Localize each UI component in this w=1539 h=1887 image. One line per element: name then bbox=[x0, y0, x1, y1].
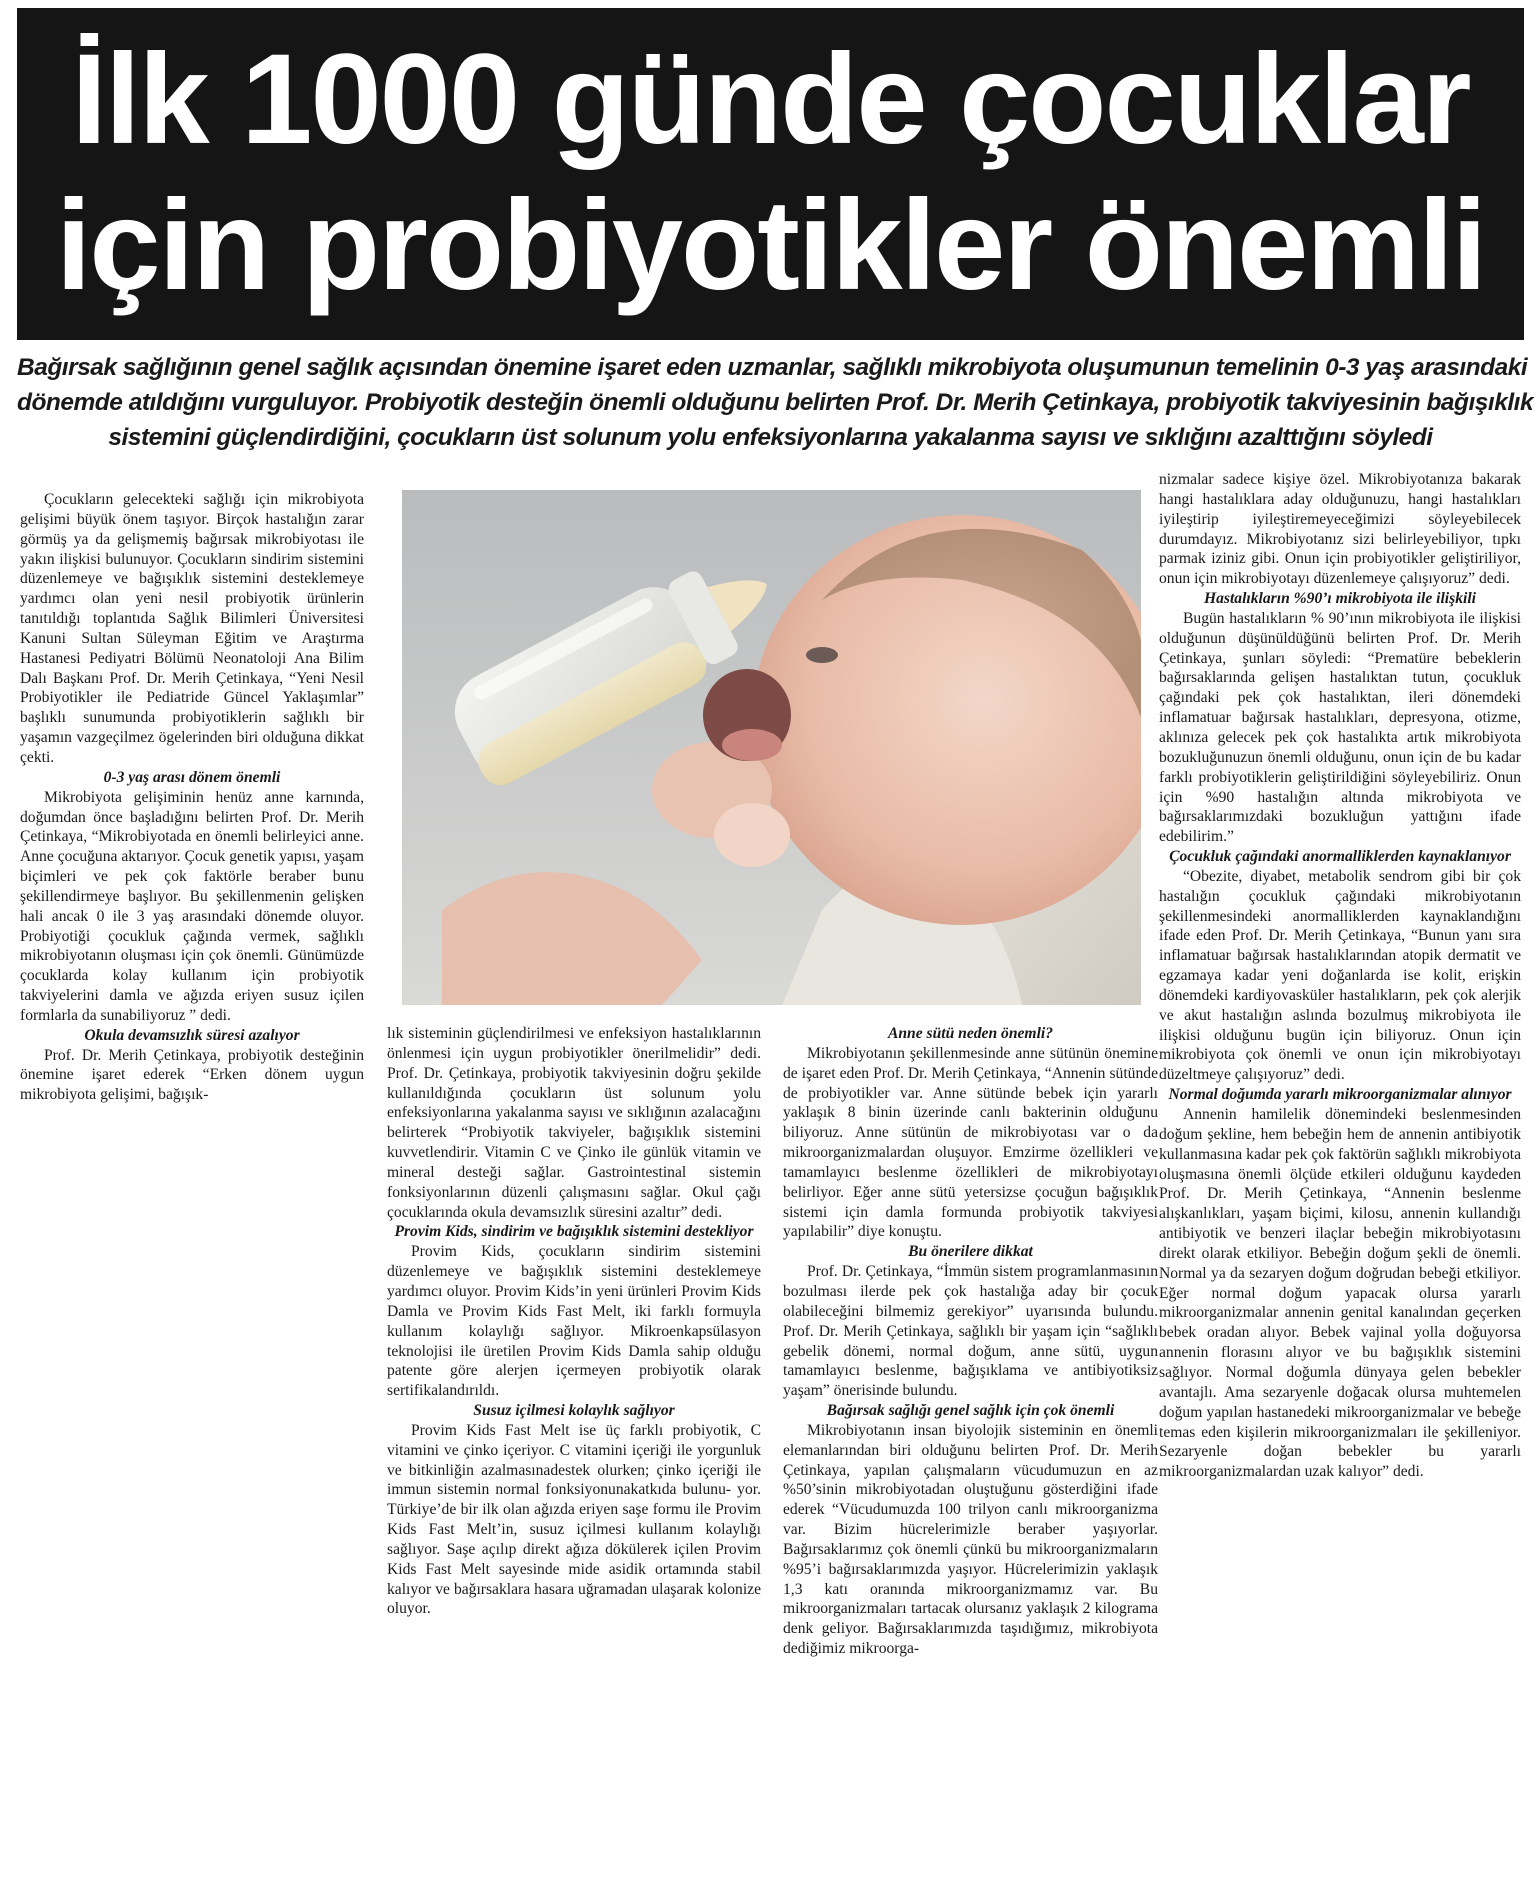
col3-subheading-3: Bağırsak sağlığı genel sağlık için çok önemli bbox=[826, 1402, 1115, 1420]
photo-illustration bbox=[402, 490, 1141, 1005]
column-1 bbox=[20, 490, 364, 1105]
article-deck bbox=[17, 350, 1534, 455]
column-4 bbox=[1159, 470, 1521, 1482]
deck-line-3: sistemini güçlendirdiğini, çocukların üst solunum yolu enfeksiyonlarına yakalanma sayısı ve sıklığını azalttığını söyledi bbox=[108, 424, 1433, 451]
col2-subheading-1: Provim Kids, sindirim ve bağışıklık sistemini destekliyor bbox=[394, 1223, 754, 1241]
col4-subheading-1: Hastalıkların %90’ı mikrobiyota ile ilişkili bbox=[1203, 590, 1477, 608]
col3-paragraph-3: Mikrobiyotanın insan biyolojik sisteminin en önemli elemanlarından biri olduğunu belirten Prof. Dr. Merih Çetinkaya, yapılan çalışmaların vücudumuzun en az %50’sinin mikrobiyotadan oluştuğunu gösterdiğini ifade ederek “Vücudumuzda 100 trilyon canlı mikroorganizma var. Bizim hücrelerimizle beraber yaşıyorlar. Bağırsaklarımız çok önemli çünkü bu mikroorganizmaların %95’i bağırsaklarımızda yaşıyor. Hücrelerimizin yaklaşık 1,3 katı oranında mikroorganizmamız var. Bu mikroorganizmaları tartacak olursanız yaklaşık 2 kilograma denk geliyor. Bağırsaklarımızda taşıdığımız, mikrobiyota dediğimiz mikroorga- bbox=[783, 1421, 1158, 1658]
col1-paragraph-2: Mikrobiyota gelişiminin henüz anne karnında, doğumdan önce başladığını belirten Prof. Dr. Merih Çetinkaya, “Mikrobiyotada en önemli belirleyici anne. Anne çocuğuna aktarıyor. Çocuk genetik yapısı, yaşam biçimleri ve pek çok faktörle beraber bunu şekillendirmeye başlıyor. Bu şekillenmenin gelişken hali ancak 0 ile 3 yaş arasındaki dönemde oluyor. Probiyotiği çocukluk çağında vermek, sağlıklı mikrobiyotanın oluşması için çok önemli. Günümüzde çocuklarda kolay kullanım için probiyotik takviyelerini damla ve ağızda eriyen susuz içilen formlarla da sunabiliyoruz ” dedi. bbox=[20, 788, 364, 1024]
col2-paragraph-1: lık sisteminin güçlendirilmesi ve enfeksiyon hastalıklarının önlenmesi için uygun probiyotikler önerilmelidir” dedi. Prof. Dr. Çetinkaya, probiyotik takviyesinin doğru şekilde kullanıldığında çocukların üst solunum yolu enfeksiyonlarına yakalanma sayısı ve sıklığının azalacağını belirterek “Probiyotik takviyeler, bağışıklık sistemini kuvvetlendirir. Vitamin C ve Çinko ile günlük vitamin ve mineral desteği sağlar. Gastrointestinal sistemin fonksiyonlarının düzenli çalışmasını sağlar. Okul çağı çocuklarında okula devamsızlık süresini azaltır” dedi. bbox=[387, 1025, 761, 1221]
col4-subheading-2: Çocukluk çağındaki anormalliklerden kaynaklanıyor bbox=[1169, 848, 1511, 866]
col4-paragraph-3: “Obezite, diyabet, metabolik sendrom gibi bir çok hastalığın çocukluk çağındaki mikrobiyotanın şekillenmesindeki anormalliklerden kaynaklandığını ifade eden Prof. Dr. Merih Çetinkaya, “Bunun yanı sıra inflamatuar bağırsak hastalıklarından atopik dermatit ve egzamaya kadar yeni doğanlarda ise kolit, erişkin dönemdeki kardiyovasküler hastalıkların, pek çok alerjik ve akut hastalığın aslında bozulmuş mikrobiyota ile ilişkisi olduğunu bugün için biliyoruz. Onun için mikrobiyota çok önemli ve onun için mikrobiyotayı düzeltmeye çalışıyoruz” dedi. bbox=[1159, 867, 1521, 1084]
col2-subheading-2: Susuz içilmesi kolaylık sağlıyor bbox=[473, 1402, 675, 1420]
col1-subheading-1: 0-3 yaş arası dönem önemli bbox=[103, 768, 281, 786]
col1-paragraph-1: Çocukların gelecekteki sağlığı için mikrobiyota gelişimi büyük önem taşıyor. Birçok hastalığın zarar görmüş ya da gelişmemiş bağırsak mikrobiyotası ile yakın ilişkisi bulunuyor. Çocukların sindirim sistemini düzenlemeye ve bağışıklık sistemini desteklemeye yardımcı olan yeni nesil probiyotik ürünlerin tanıtıldığı toplantıda Sağlık Bilimleri Üniversitesi Kanuni Sultan Süleyman Eğitim ve Araştırma Hastanesi Pediyatri Bölümü Neonatoloji Ana Bilim Dalı Başkanı Prof. Dr. Merih Çetinkaya, “Yeni Nesil Probiyotikler ile Pediatride Güncel Yaklaşımlar” başlıklı sunumunda probiyotiklerin sağlıklı bir yaşamın vazgeçilmez ögelerinden biri olduğuna dikkat çekti. bbox=[20, 491, 364, 766]
column-2 bbox=[387, 1024, 761, 1619]
col3-paragraph-1: Mikrobiyotanın şekillenmesinde anne sütünün önemine de işaret eden Prof. Dr. Merih Çetinkaya, “Annenin sütünde de probiyotikler var. Anne sütünde bebek için yararlı yaklaşık 8 binin üzerinde canlı bakterinin olduğunu biliyoruz. Anne sütünün de mikrobiyotası var o da mikroorganizmalardan oluşuyor. Emzirme özellikleri ve tamamlayıcı beslenme özellikleri de mikrobiyotayı belirliyor. Eğer anne sütü yetersizse çocuğun bağışıklık sistemi için damla formunda probiyotik takviyesi yapılabilir” diye konuştu. bbox=[783, 1044, 1158, 1241]
col4-subheading-3: Normal doğumda yararlı mikroorganizmalar alınıyor bbox=[1168, 1086, 1512, 1104]
deck-line-2: dönemde atıldığını vurguluyor. Probiyotik desteğin önemli olduğunu belirten Prof. Dr. Merih Çetinkaya, probiyotik takviyesinin bağışıklık bbox=[17, 389, 1534, 416]
col3-paragraph-2: Prof. Dr. Çetinkaya, “İmmün sistem programlanmasının bozulması ilerde pek çok hastalığa aday bir çocuk olabileceğini bilmemiz gerekiyor” uyarısında bulundu. Prof. Dr. Merih Çetinkaya, sağlıklı bir yaşam için “sağlıklı gebelik dönemi, normal doğum, anne sütü, uygun tamamlayıcı beslenme, bağışıklama ve antibiyotiksiz yaşam” önerisinde bulundu. bbox=[783, 1263, 1158, 1400]
col1-paragraph-3: Prof. Dr. Merih Çetinkaya, probiyotik desteğinin önemine işaret ederek “Erken dönem uygun mikrobiyota gelişimi, bağışık- bbox=[20, 1046, 364, 1104]
col2-paragraph-2: Provim Kids, çocukların sindirim sistemini düzenlemeye ve bağışıklık sistemini desteklemeye yardımcı oluyor. Provim Kids’in yeni ürünleri Provim Kids Damla ve Provim Kids Fast Melt, iki farklı formuyla kullanım kolaylığı sağlıyor. Mikroenkapsülasyon teknolojisi ile üretilen Provim Kids Damla sahip olduğu patente göre alerjen içermeyen probiyotik olarak sertifikalandırıldı. bbox=[387, 1243, 761, 1400]
col4-paragraph-2: Bugün hastalıkların % 90’ının mikrobiyota ile ilişkisi olduğunun düşünüldüğünü belirten Prof. Dr. Merih Çetinkaya, şunları söyledi: “Prematüre bebeklerin bağırsaklarında gelişen hastalıktan tutun, çocukluk çağındaki pek çok hastalıktan, ileri dönemdeki inflamatuar bağırsak hastalıkları, depresyona, otizme, aklınıza gelecek pek çok hastalıkta artık mikrobiyota bozukluğunuzun önemli olduğunu, onun için de bu kadar farklı probiyotiklerin geliştirildiğini söyleyebiliriz. Onun için %90 hastalığın altında mikrobiyota ve bağırsaklarımızdaki bozukluğun yattığını ifade edebilirim.” bbox=[1159, 609, 1521, 846]
headline-line-2: için probiyotikler önemli bbox=[55, 174, 1486, 317]
col4-paragraph-4: Annenin hamilelik dönemindeki beslenmesinden doğum şekline, hem bebeğin hem de annenin antibiyotik kullanmasına kadar pek çok faktörün sağlıklı mikrobiyota oluşmasına önemli ölçüde etkileri olduğunu kaydeden Prof. Dr. Merih Çetinkaya, “Annenin beslenme alışkanlıkları, yaşam biçimi, kilosu, annenin kullandığı antibiyotik ve benzeri ilaçlar bebeğin mikrobiyotasını direkt olarak etkiliyor. Bebeğin doğum şekli de önemli. Normal ya da sezaryen doğum doğrudan bebeği etkiliyor. Eğer normal doğum yapacak olursa yararlı mikroorganizmalar annenin genital kanalından geçerken bebek oradan alıyor. Bebek vajinal yolla doğuyorsa annenin florasını alıyor ve bu bağışıklık sistemini sağlıyor. Normal doğumla dünyaya gelen bebekler avantajlı. Ama sezaryenle doğacak olursa muhtemelen doğum yapılan hastanedeki mikroorganizmalar ve bebeğe temas eden kişilerin mikroorganizmaları ile şekilleniyor. Sezaryenle doğan bebekler bu yararlı mikroorganizmalardan uzak kalıyor” dedi. bbox=[1159, 1106, 1521, 1481]
col3-subheading-2: Bu önerilere dikkat bbox=[908, 1243, 1033, 1261]
col4-paragraph-1: nizmalar sadece kişiye özel. Mikrobiyotanıza bakarak hangi hastalıklara aday olduğunuzu, hangi hastalıkları iyileştirip iyileştiremeyeceğimizi söyleyebilecek durumdayız. Mikrobiyotanız sizi belirleyebiliyor, tıpkı parmak iziniz gibi. Onun için probiyotikler geliştiriliyor, onun için mikrobiyotayı düzenlemeye çalışıyoruz” dedi. bbox=[1159, 471, 1521, 588]
headline-line-1: İlk 1000 günde çocuklar bbox=[71, 28, 1470, 171]
col1-subheading-2: Okula devamsızlık süresi azalıyor bbox=[84, 1026, 300, 1044]
deck-line-1: Bağırsak sağlığının genel sağlık açısından önemine işaret eden uzmanlar, sağlıklı mikrobiyota oluşumunun temelinin 0-3 yaş arasındaki bbox=[17, 354, 1528, 381]
column-3 bbox=[783, 1024, 1158, 1659]
col3-subheading-1: Anne sütü neden önemli? bbox=[887, 1025, 1054, 1042]
col2-paragraph-3: Provim Kids Fast Melt ise üç farklı probiyotik, C vitamini ve çinko içeriyor. C vitamini içeriği ile yorgunluk ve bitkinliğin azalmasınadestek olurken; çinko içeriği ile immun sistemin normal fonksiyonunakatkıda bulunu- yor. Türkiye’de bir ilk olan ağızda eriyen saşe formu ile Provim Kids Fast Melt’in, susuz içilmesi kullanım kolaylığı sağlıyor. Saşe açılıp direkt ağıza dökülerek içilen Provim Kids Fast Melt sayesinde mide asidik ortamında stabil kalıyor ve bağırsaklara hasara uğramadan ulaşarak kolonize oluyor. bbox=[387, 1421, 761, 1618]
headline-banner bbox=[17, 8, 1524, 340]
baby-bottle-feeding-photo bbox=[402, 490, 1141, 1005]
